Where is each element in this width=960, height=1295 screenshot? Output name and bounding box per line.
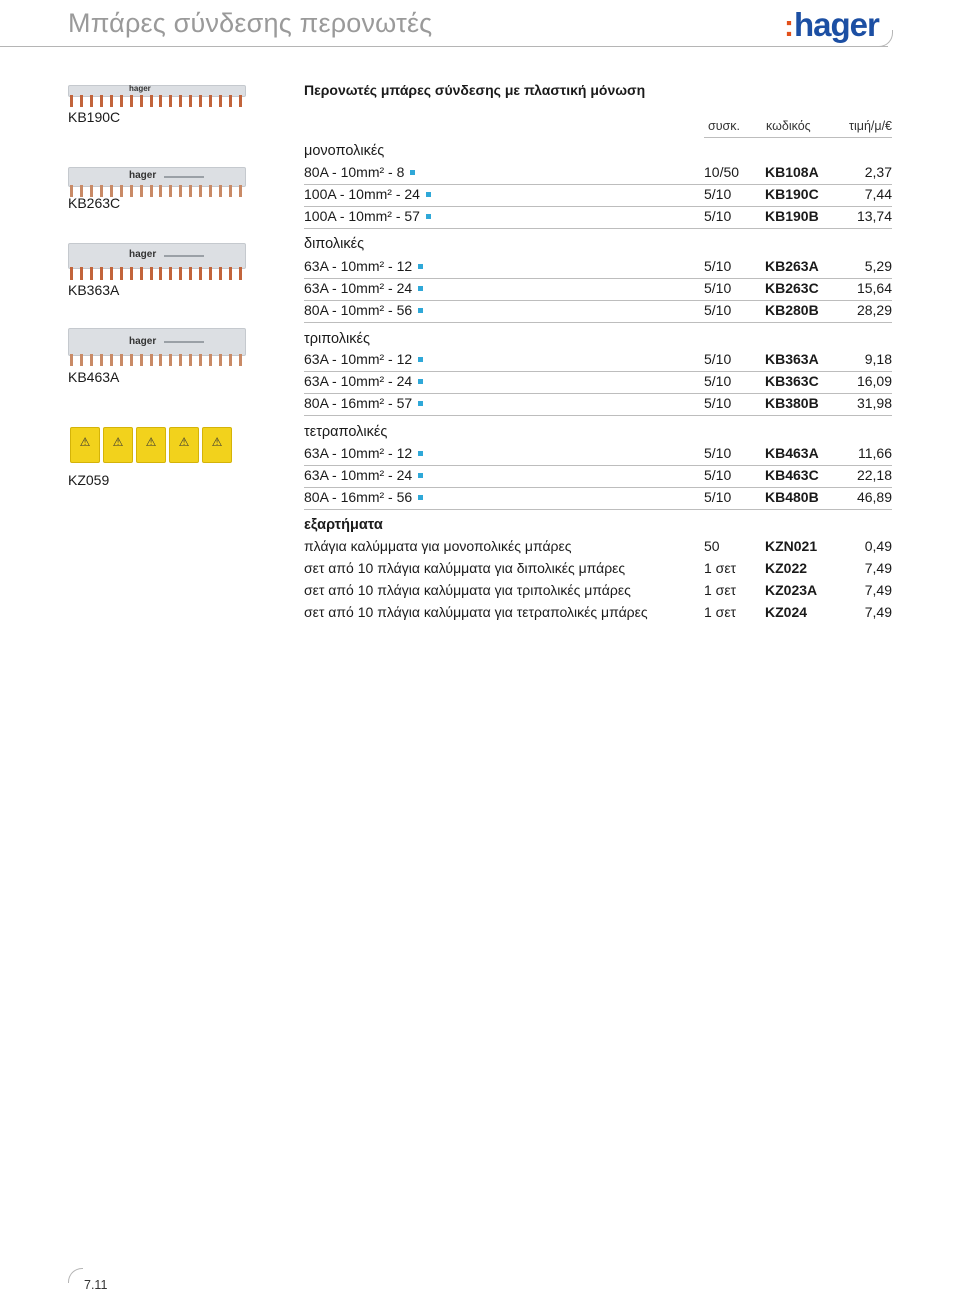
row-code: KB363C [765, 373, 819, 389]
row-qty: 5/10 [704, 445, 732, 461]
row-price: 9,18 [864, 351, 892, 367]
row-code: KB380B [765, 395, 819, 411]
table-row [304, 536, 892, 558]
row-desc [304, 489, 423, 505]
row-price: 5,29 [864, 258, 892, 274]
table-row [304, 393, 892, 416]
row-qty: 5/10 [704, 373, 732, 389]
marker-square-icon [418, 286, 423, 291]
row-desc [304, 208, 431, 224]
row-desc: σετ από 10 πλάγια καλύμματα για διπολικές μπάρες [304, 560, 626, 576]
row-price: 13,74 [856, 208, 892, 224]
row-qty: 50 [704, 538, 720, 554]
page-number: 7.11 [84, 1278, 108, 1292]
row-price: 7,44 [864, 186, 892, 202]
row-code: KZ023A [765, 582, 818, 598]
row-price: 22,18 [856, 467, 892, 483]
logo-text: hager [794, 6, 879, 43]
marker-square-icon [418, 495, 423, 500]
row-desc: σετ από 10 πλάγια καλύμματα για τετραπολικές μπάρες [304, 604, 648, 620]
row-qty: 10/50 [704, 164, 740, 180]
header-rule [0, 46, 888, 47]
group-title: μονοπολικές [304, 143, 385, 159]
row-qty: 5/10 [704, 467, 732, 483]
table-row [304, 580, 892, 602]
page-title: Μπάρες σύνδεσης περονωτές [68, 8, 433, 38]
row-code: KB480B [765, 489, 819, 505]
table-row [304, 371, 892, 394]
row-qty: 5/10 [704, 351, 732, 367]
row-desc: πλάγια καλύμματα για μονοπολικές μπάρες [304, 538, 572, 554]
row-desc [304, 302, 423, 318]
row-qty: 5/10 [704, 280, 732, 296]
row-desc [304, 351, 423, 367]
row-code: KZ024 [765, 604, 808, 620]
row-desc-text: 80A - 16mm² - 57 [304, 395, 413, 411]
row-price: 16,09 [856, 373, 892, 389]
thumb-label-kz059: KZ059 [68, 472, 110, 488]
row-qty: 1 σετ [704, 582, 737, 598]
thumb-label-kb363a: KB363A [68, 282, 120, 298]
table-row [304, 162, 892, 185]
row-qty: 5/10 [704, 395, 732, 411]
table-row [304, 278, 892, 301]
row-code: KB363A [765, 351, 819, 367]
row-price: 46,89 [856, 489, 892, 505]
warning-icon: ⚠ [136, 427, 166, 463]
row-desc: σετ από 10 πλάγια καλύμματα για τριπολικές μπάρες [304, 582, 631, 598]
group-title: εξαρτήματα [304, 517, 383, 533]
row-code: KB190C [765, 186, 819, 202]
row-desc-text: 63A - 10mm² - 12 [304, 351, 413, 367]
table-row [304, 443, 892, 466]
thumb-kz059-image [70, 427, 232, 463]
row-qty: 1 σετ [704, 560, 737, 576]
row-desc-text: 63A - 10mm² - 12 [304, 445, 413, 461]
row-desc [304, 258, 423, 274]
table-row [304, 487, 892, 510]
marker-square-icon [418, 357, 423, 362]
row-desc-text: 80A - 10mm² - 8 [304, 164, 405, 180]
header-rule-curve [878, 30, 893, 47]
row-desc [304, 186, 431, 202]
column-header-qty: συσκ. [708, 119, 740, 133]
row-qty: 1 σετ [704, 604, 737, 620]
thumb-label-kb463a: KB463A [68, 369, 120, 385]
row-qty: 5/10 [704, 302, 732, 318]
warning-icon: ⚠ [202, 427, 232, 463]
table-row [304, 465, 892, 488]
warning-icon: ⚠ [169, 427, 199, 463]
row-price: 0,49 [864, 538, 892, 554]
table-row [304, 300, 892, 323]
group-title: τριπολικές [304, 331, 370, 347]
row-price: 15,64 [856, 280, 892, 296]
row-desc-text: 100A - 10mm² - 57 [304, 208, 420, 224]
thumb-brand: hager [129, 249, 157, 260]
marker-square-icon [418, 264, 423, 269]
thumb-label-kb190c: KB190C [68, 109, 121, 125]
row-desc [304, 280, 423, 296]
row-code: KZ022 [765, 560, 808, 576]
table-row [304, 602, 892, 624]
table-row [304, 206, 892, 229]
row-code: KB280B [765, 302, 819, 318]
row-desc-text: 63A - 10mm² - 24 [304, 373, 413, 389]
thumb-label-kb263c: KB263C [68, 195, 121, 211]
marker-square-icon [418, 451, 423, 456]
group-title: διπολικές [304, 236, 365, 252]
row-code: KB190B [765, 208, 819, 224]
thumb-brand: hager [129, 84, 151, 93]
row-desc-text: 63A - 10mm² - 12 [304, 258, 413, 274]
column-header-price: τιμή/μ/€ [849, 119, 892, 133]
row-price: 7,49 [864, 604, 892, 620]
table-row [304, 184, 892, 207]
thumb-brand: hager [129, 336, 157, 347]
row-qty: 5/10 [704, 186, 732, 202]
row-price: 11,66 [858, 445, 892, 461]
row-desc [304, 373, 423, 389]
row-code: KB463C [765, 467, 819, 483]
row-code: KB108A [765, 164, 819, 180]
table-row [304, 349, 892, 372]
footer-curve [68, 1268, 83, 1283]
row-desc-text: 80A - 10mm² - 56 [304, 302, 413, 318]
hager-logo [784, 6, 879, 42]
header-rule [704, 137, 892, 138]
warning-icon: ⚠ [103, 427, 133, 463]
row-code: KB263C [765, 280, 819, 296]
marker-square-icon [426, 214, 431, 219]
row-qty: 5/10 [704, 258, 732, 274]
marker-square-icon [426, 192, 431, 197]
row-price: 7,49 [864, 582, 892, 598]
row-code: KZN021 [765, 538, 818, 554]
marker-square-icon [410, 170, 415, 175]
row-desc-text: 63A - 10mm² - 24 [304, 467, 413, 483]
row-desc [304, 467, 423, 483]
table-row [304, 558, 892, 580]
row-qty: 5/10 [704, 489, 732, 505]
row-price: 28,29 [856, 302, 892, 318]
marker-square-icon [418, 379, 423, 384]
row-desc-text: 63A - 10mm² - 24 [304, 280, 413, 296]
group-title: τετραπολικές [304, 424, 388, 440]
logo-colon-icon: : [784, 10, 793, 43]
warning-icon: ⚠ [70, 427, 100, 463]
section-title: Περονωτές μπάρες σύνδεσης με πλαστική μόνωση [304, 82, 646, 98]
row-desc [304, 164, 415, 180]
thumb-brand: hager [129, 170, 157, 181]
row-price: 2,37 [864, 164, 892, 180]
row-desc [304, 395, 423, 411]
row-code: KB463A [765, 445, 819, 461]
table-row [304, 256, 892, 279]
row-code: KB263A [765, 258, 819, 274]
row-price: 31,98 [856, 395, 892, 411]
marker-square-icon [418, 401, 423, 406]
row-price: 7,49 [864, 560, 892, 576]
marker-square-icon [418, 473, 423, 478]
row-desc [304, 445, 423, 461]
row-qty: 5/10 [704, 208, 732, 224]
row-desc-text: 80A - 16mm² - 56 [304, 489, 413, 505]
marker-square-icon [418, 308, 423, 313]
row-desc-text: 100A - 10mm² - 24 [304, 186, 420, 202]
column-header-code: κωδικός [766, 119, 811, 133]
